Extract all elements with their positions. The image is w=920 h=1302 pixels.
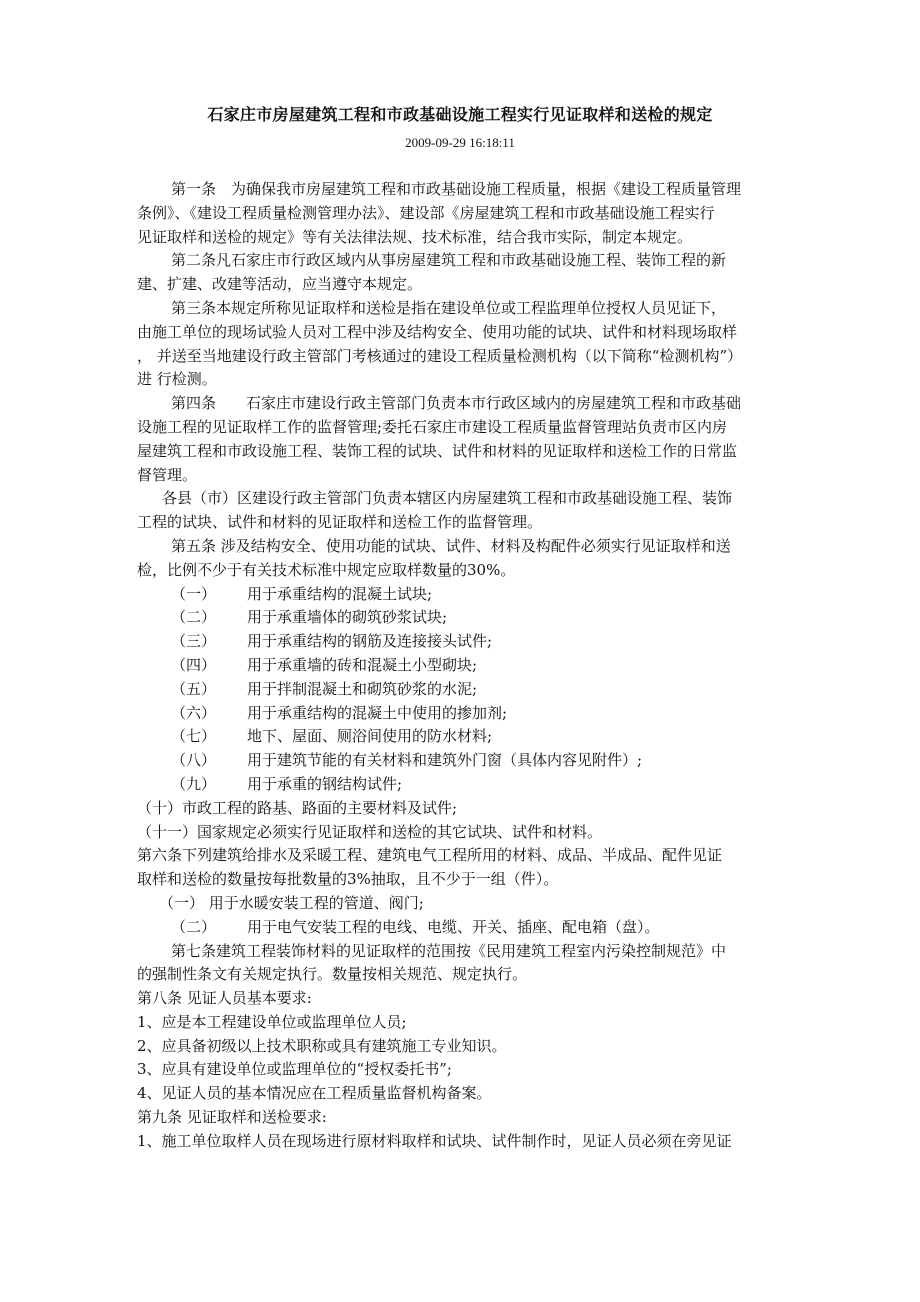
- list-item-text: 用于拌制混凝土和砌筑砂浆的水泥;: [247, 679, 478, 698]
- list-item: [137, 749, 797, 773]
- list-item: [137, 606, 797, 630]
- list-item-number: （五）: [171, 679, 217, 698]
- text-line: 检，比例不少于有关技术标准中规定应取样数量的30%。: [137, 560, 516, 579]
- list-item: [137, 916, 797, 940]
- list-item-text: 地下、屋面、厕浴间使用的防水材料;: [247, 727, 493, 746]
- list-item-text: 用于建筑节能的有关材料和建筑外门窗（具体内容见附件）;: [247, 751, 643, 770]
- text-line: 条例》、《建设工程质量检测管理办法》、建设部《房屋建筑工程和市政基础设施工程实行: [137, 203, 715, 222]
- text-line: 第七条建筑工程装饰材料的见证取样的范围按《民用建筑工程室内污染控制规范》中: [171, 941, 727, 960]
- list-item-text: 用于电气安装工程的电线、电缆、开关、插座、配电箱（盘）。: [247, 917, 660, 936]
- text-line: 第四条 石家庄市建设行政主管部门负责本市行政区域内的房屋建筑工程和市政基础: [171, 394, 742, 413]
- text-line: 见证取样和送检的规定》等有关法律法规、技术标准，结合我市实际，制定本规定。: [137, 227, 693, 246]
- text-line: 2、应具备初级以上技术职称或具有建筑施工专业知识。: [137, 1036, 507, 1055]
- list-item: [137, 702, 797, 726]
- text-line: 督管理。: [137, 465, 198, 484]
- text-line: （一） 用于水暖安装工程的管道、阀门;: [159, 893, 424, 912]
- text-line: ， 并送至当地建设行政主管部门考核通过的建设工程质量检测机构（以下简称“检测机构”）: [137, 346, 743, 365]
- text-line: 1、应是本工程建设单位或监理单位人员;: [137, 1012, 407, 1031]
- list-item-number: （六）: [171, 703, 217, 722]
- document-title: 石家庄市房屋建筑工程和市政基础设施工程实行见证取样和送检的规定: [207, 105, 713, 124]
- text-line: 屋建筑工程和市政设施工程、装饰工程的试块、试件和材料的见证取样和送检工作的日常监: [137, 441, 738, 460]
- list-item-text: 用于承重的钢结构试件;: [247, 774, 403, 793]
- text-line: （十一）国家规定必须实行见证取样和送检的其它试块、试件和材料。: [137, 822, 603, 841]
- list-item-text: 用于承重墙体的砌筑砂浆试块;: [247, 608, 448, 627]
- text-line: 建、扩建、改建等活动，应当遵守本规定。: [137, 275, 423, 294]
- text-line: 各县（市）区建设行政主管部门负责本辖区内房屋建筑工程和市政基础设施工程、装饰: [162, 489, 733, 508]
- list-item: [137, 773, 797, 797]
- list-item-number: （四）: [171, 655, 217, 674]
- text-line: 第五条 涉及结构安全、使用功能的试块、试件、材料及构配件必须实行见证取样和送: [171, 536, 731, 555]
- text-line: 第一条 为确保我市房屋建筑工程和市政基础设施工程质量，根据《建设工程质量管理: [171, 180, 742, 198]
- text-line: 第九条 见证取样和送检要求:: [137, 1108, 327, 1127]
- list-item-number: （九）: [171, 774, 217, 793]
- list-item-number: （七）: [171, 727, 217, 746]
- list-item-text: 用于承重结构的钢筋及连接接头试件;: [247, 632, 493, 651]
- text-line: 的强制性条文有关规定执行。数量按相关规范、规定执行。: [137, 965, 528, 984]
- text-line: 第三条本规定所称见证取样和送检是指在建设单位或工程监理单位授权人员见证下，: [171, 298, 727, 317]
- text-line: 3、应具有建设单位或监理单位的“授权委托书”;: [137, 1060, 452, 1079]
- text-line: 第六条下列建筑给排水及采暖工程、建筑电气工程所用的材料、成品、半成品、配件见证: [137, 846, 723, 865]
- text-line: 1、施工单位取样人员在现场进行原材料取样和试块、试件制作时，见证人员必须在旁见证: [137, 1131, 732, 1150]
- text-line: 4、见证人员的基本情况应在工程质量监督机构备案。: [137, 1084, 492, 1103]
- text-line: 第八条 见证人员基本要求:: [137, 989, 312, 1008]
- text-line: 第二条凡石家庄市行政区域内从事房屋建筑工程和市政基础设施工程、装饰工程的新: [171, 251, 727, 270]
- text-line: 由施工单位的现场试验人员对工程中涉及结构安全、使用功能的试块、试件和材料现场取样: [137, 322, 738, 341]
- document-body: [137, 178, 797, 1154]
- list-item-number: （八）: [171, 751, 217, 770]
- list-item: [137, 725, 797, 749]
- list-item: [137, 630, 797, 654]
- list-item: [137, 678, 797, 702]
- list-item-number: （三）: [171, 632, 217, 651]
- list-item-text: 用于承重结构的混凝土试块;: [247, 584, 433, 603]
- list-item-number: （二）: [171, 608, 217, 627]
- text-line: （十）市政工程的路基、路面的主要材料及试件;: [137, 798, 458, 817]
- list-item-number: （二）: [171, 917, 217, 936]
- list-item-number: （一）: [171, 584, 217, 603]
- list-item-text: 用于承重墙的砖和混凝土小型砌块;: [247, 655, 478, 674]
- text-line: 工程的试块、试件和材料的见证取样和送检工作的监督管理。: [137, 513, 543, 532]
- list-item: [137, 654, 797, 678]
- text-line: 进 行检测。: [137, 370, 217, 389]
- text-line: 设施工程的见证取样工作的监督管理;委托石家庄市建设工程质量监督管理站负责市区内房: [137, 417, 728, 436]
- text-line: 取样和送检的数量按每批数量的3%抽取，且不少于一组（件）。: [137, 870, 559, 889]
- document-date: 2009-09-29 16:18:11: [405, 135, 515, 150]
- list-item-text: 用于承重结构的混凝土中使用的掺加剂;: [247, 703, 508, 722]
- list-item: [137, 583, 797, 607]
